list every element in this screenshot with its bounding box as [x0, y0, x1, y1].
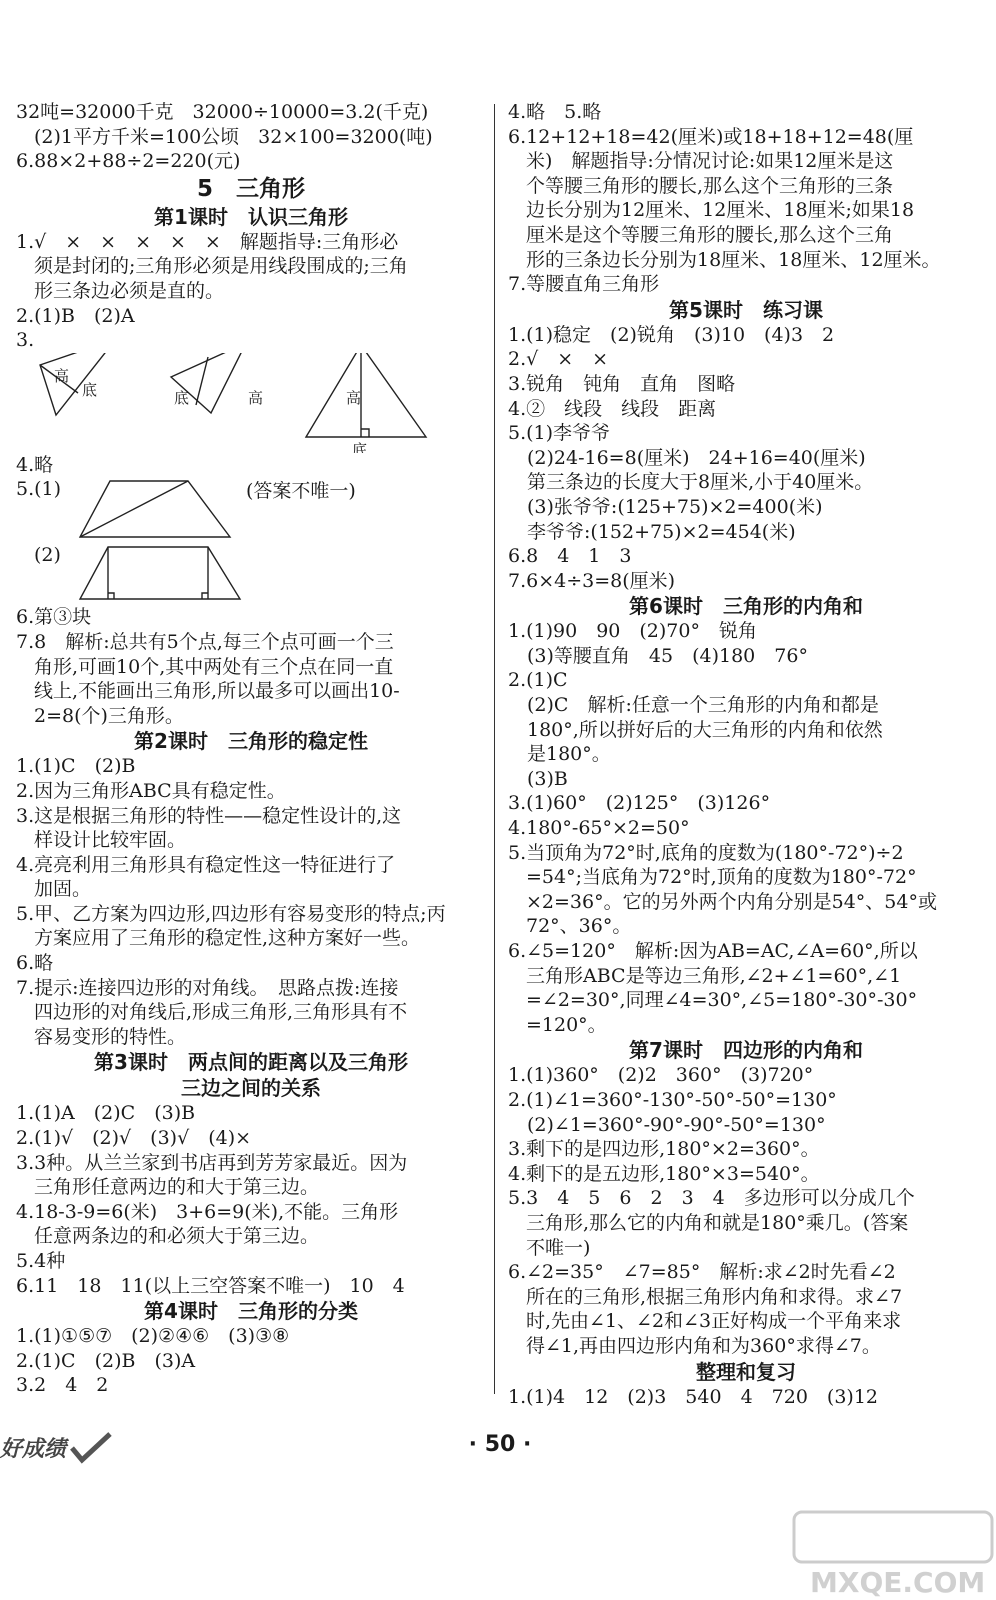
- answer-line: 5.当顶角为72°时,底角的度数为(180°-72°)÷2: [508, 841, 904, 864]
- answer-line: 形三条边必须是直的。: [34, 279, 225, 302]
- answer-line: 4.180°-65°×2=50°: [508, 817, 690, 840]
- lesson-title: 第5课时 练习课: [669, 297, 823, 322]
- answer-line: 3.(1)60° (2)125° (3)126°: [508, 792, 771, 815]
- brand-text: 好成绩: [0, 1437, 67, 1462]
- answer-line: 4.略 5.略: [508, 101, 602, 123]
- answer-line: 不唯一): [526, 1236, 591, 1259]
- lesson-title: 第2课时 三角形的稳定性: [134, 729, 368, 754]
- answer-line: 1.(1)360° (2)2 360° (3)720°: [508, 1064, 814, 1087]
- left-column: [16, 100, 486, 1398]
- answer-line: 5.3 4 5 6 2 3 4 多边形可以分成几个: [508, 1187, 915, 1210]
- answer-line: 1.(1)90 90 (2)70° 锐角: [508, 620, 757, 643]
- answer-line: 是180°。: [508, 743, 611, 766]
- answer-line: 3.这是根据三角形的特性——稳定性设计的,这: [16, 804, 402, 827]
- answer-line: 2.(1)√ (2)√ (3)√ (4)×: [16, 1127, 252, 1150]
- label-base: 底: [352, 440, 368, 453]
- triangle-diagrams: [16, 353, 476, 453]
- answer-line: 5.(1): [16, 478, 62, 501]
- answer-line: 2.(1)C: [508, 669, 568, 692]
- answer-line: =120°。: [526, 1013, 607, 1036]
- answer-line: 形的三条边长分别为18厘米、18厘米、12厘米。: [526, 248, 941, 271]
- answer-line: 3.剩下的是四边形,180°×2=360°。: [508, 1138, 820, 1161]
- answer-line: 2.√ × ×: [508, 348, 609, 371]
- answer-line: =54°;当底角为72°时,顶角的度数为180°-72°: [526, 866, 917, 889]
- answer-line: 方案应用了三角形的稳定性,这种方案好一些。: [34, 927, 421, 950]
- section-title: 整理和复习: [696, 1359, 796, 1384]
- answer-line: 2.(1)B (2)A: [16, 304, 135, 327]
- answer-line: 线上,不能画出三角形,所以最多可以画出10-: [34, 680, 400, 703]
- column-divider: [494, 104, 495, 1394]
- trapezoid-diagonal: [78, 479, 238, 539]
- answer-line: 5.4种: [16, 1250, 66, 1272]
- answer-line: 72°、36°。: [526, 915, 632, 938]
- label-base: 底: [174, 388, 190, 407]
- answer-line: 4.剩下的是五边形,180°×3=540°。: [508, 1162, 820, 1185]
- answer-note: (答案不唯一): [246, 480, 356, 503]
- answer-line: 三角形ABC是等边三角形,∠2+∠1=60°,∠1: [526, 964, 902, 987]
- answer-line: 4.② 线段 线段 距离: [508, 397, 717, 420]
- answer-line: 四边形的对角线后,形成三角形,三角形具有不: [34, 1001, 408, 1024]
- trapezoid-heights: [78, 545, 248, 603]
- answer-line: 厘米是这个等腰三角形的腰长,那么这个三角: [526, 223, 894, 246]
- lesson-title: 第3课时 两点间的距离以及三角形: [94, 1050, 408, 1075]
- answer-line: (2)∠1=360°-90°-90°-50°=130°: [508, 1113, 826, 1136]
- answer-line: 李爷爷:(152+75)×2=454(米): [508, 520, 796, 543]
- lesson-title: 第7课时 四边形的内角和: [629, 1038, 863, 1063]
- answer-line: 5.甲、乙方案为四边形,四边形有容易变形的特点;丙: [16, 902, 446, 925]
- page-number: · 50 ·: [468, 1432, 532, 1457]
- chapter-title: 5 三角形: [196, 175, 305, 202]
- label-height: 高: [54, 366, 70, 385]
- answer-line: 1.(1)A (2)C (3)B: [16, 1102, 196, 1125]
- answer-line: 三角形,那么它的内角和就是180°乘几。(答案: [526, 1211, 909, 1234]
- answer-line: (2): [34, 544, 61, 567]
- answer-line: 所在的三角形,根据三角形内角和求得。求∠7: [526, 1285, 903, 1308]
- answer-line: (2)C 解析:任意一个三角形的内角和都是: [508, 694, 879, 717]
- answer-line: 得∠1,再由四边形内角和为360°求得∠7。: [526, 1334, 881, 1357]
- watermark-logo: [790, 1508, 996, 1600]
- answer-line: 任意两条边的和必须大于第三边。: [34, 1225, 320, 1248]
- lesson-title: 第4课时 三角形的分类: [144, 1299, 358, 1324]
- answer-line: 6.12+12+18=42(厘米)或18+18+12=48(厘: [508, 125, 914, 148]
- answer-line: 容易变形的特性。: [34, 1025, 187, 1048]
- lesson-title: 三边之间的关系: [181, 1076, 321, 1101]
- answer-line: 6.11 18 11(以上三空答案不唯一) 10 4: [16, 1274, 405, 1297]
- answer-line: 180°,所以拼好后的大三角形的内角和依然: [508, 718, 883, 741]
- answer-line: 1.(1)①⑤⑦ (2)②④⑥ (3)③⑧: [16, 1325, 290, 1348]
- triangle-heights-figure: [16, 353, 486, 453]
- answer-line: (3)B: [508, 767, 568, 790]
- answer-line: 1.√ × × × × × 解题指导:三角形必: [16, 230, 399, 253]
- answer-line: 6.∠5=120° 解析:因为AB=AC,∠A=60°,所以: [508, 940, 918, 962]
- answer-line: 6.88×2+88÷2=220(元): [16, 150, 241, 173]
- answer-line: 4.亮亮利用三角形具有稳定性这一特征进行了: [16, 853, 396, 876]
- answer-line: =∠2=30°,同理∠4=30°,∠5=180°-30°-30°: [526, 989, 918, 1012]
- answer-line: 边长分别为12厘米、12厘米、18厘米;如果18: [526, 199, 915, 222]
- answer-line: 个等腰三角形的腰长,那么这个三角形的三条: [526, 174, 894, 197]
- watermark-text: MXQE.COM: [810, 1566, 986, 1599]
- answer-line: 2.(1)∠1=360°-130°-50°-50°=130°: [508, 1088, 837, 1111]
- answer-line: 2.(1)C (2)B (3)A: [16, 1349, 196, 1372]
- answer-line: ×2=36°。它的另外两个内角分别是54°、54°或: [526, 890, 937, 913]
- answer-line: 4.略: [16, 453, 54, 476]
- answer-line: (3)张爷爷:(125+75)×2=400(米): [508, 495, 823, 518]
- answer-line: 时,先由∠1、∠2和∠3正好构成一个平角来求: [526, 1310, 902, 1333]
- answer-line: 32吨=32000千克 32000÷10000=3.2(千克): [16, 101, 429, 123]
- answer-line: 角形,可画10个,其中两处有三个点在同一直: [34, 655, 394, 678]
- trapezoid-figure-1: [16, 477, 486, 539]
- answer-line: 2=8(个)三角形。: [34, 704, 184, 727]
- answer-line: 2.因为三角形ABC具有稳定性。: [16, 779, 286, 802]
- label-base: 底: [82, 380, 98, 399]
- answer-line: 须是封闭的;三角形必须是用线段围成的;三角: [34, 255, 408, 278]
- label-height: 高: [248, 388, 264, 407]
- trapezoid-figure-2: [16, 539, 486, 605]
- answer-line: 加固。: [34, 878, 92, 901]
- answer-line: 7.提示:连接四边形的对角线。 思路点拨:连接: [16, 976, 399, 999]
- answer-line: 6.略: [16, 952, 54, 975]
- answer-line: (2)1平方千米=100公顷 32×100=3200(吨): [34, 125, 433, 148]
- label-height: 高: [346, 388, 362, 407]
- brand-logo: [0, 1430, 120, 1466]
- lesson-title: 第1课时 认识三角形: [154, 204, 348, 229]
- answer-line: 7.6×4÷3=8(厘米): [508, 569, 676, 592]
- answer-line: 3.锐角 钝角 直角 图略: [508, 372, 736, 395]
- answer-line: 样设计比较牢固。: [34, 829, 187, 852]
- answer-line: (3)等腰直角 45 (4)180 76°: [508, 644, 808, 667]
- answer-line: 3.: [16, 329, 35, 352]
- answer-line: 6.8 4 1 3: [508, 545, 632, 568]
- answer-line: 3.3种。从兰兰家到书店再到芳芳家最近。因为: [16, 1151, 408, 1174]
- answer-line: 1.(1)4 12 (2)3 540 4 720 (3)12: [508, 1385, 879, 1408]
- answer-line: 第三条边的长度大于8厘米,小于40厘米。: [508, 471, 874, 494]
- answer-line: 米) 解题指导:分情况讨论:如果12厘米是这: [526, 150, 894, 173]
- answer-line: 4.18-3-9=6(米) 3+6=9(米),不能。三角形: [16, 1200, 399, 1223]
- answer-line: 6.∠2=35° ∠7=85° 解析:求∠2时先看∠2: [508, 1261, 896, 1284]
- answer-line: 7.8 解析:总共有5个点,每三个点可画一个三: [16, 630, 394, 653]
- lesson-title: 第6课时 三角形的内角和: [629, 594, 863, 619]
- answer-line: 三角形任意两边的和大于第三边。: [34, 1176, 320, 1199]
- answer-line: 5.(1)李爷爷: [508, 422, 611, 445]
- answer-line: 1.(1)C (2)B: [16, 755, 136, 778]
- right-column: [508, 100, 984, 1409]
- answer-line: (2)24-16=8(厘米) 24+16=40(厘米): [508, 446, 866, 469]
- checkmark-icon: [72, 1434, 110, 1460]
- answer-line: 1.(1)稳定 (2)锐角 (3)10 (4)3 2: [508, 323, 835, 346]
- answer-line: 7.等腰直角三角形: [508, 273, 660, 296]
- answer-line: 3.2 4 2: [16, 1374, 109, 1397]
- answer-line: 6.第③块: [16, 606, 92, 629]
